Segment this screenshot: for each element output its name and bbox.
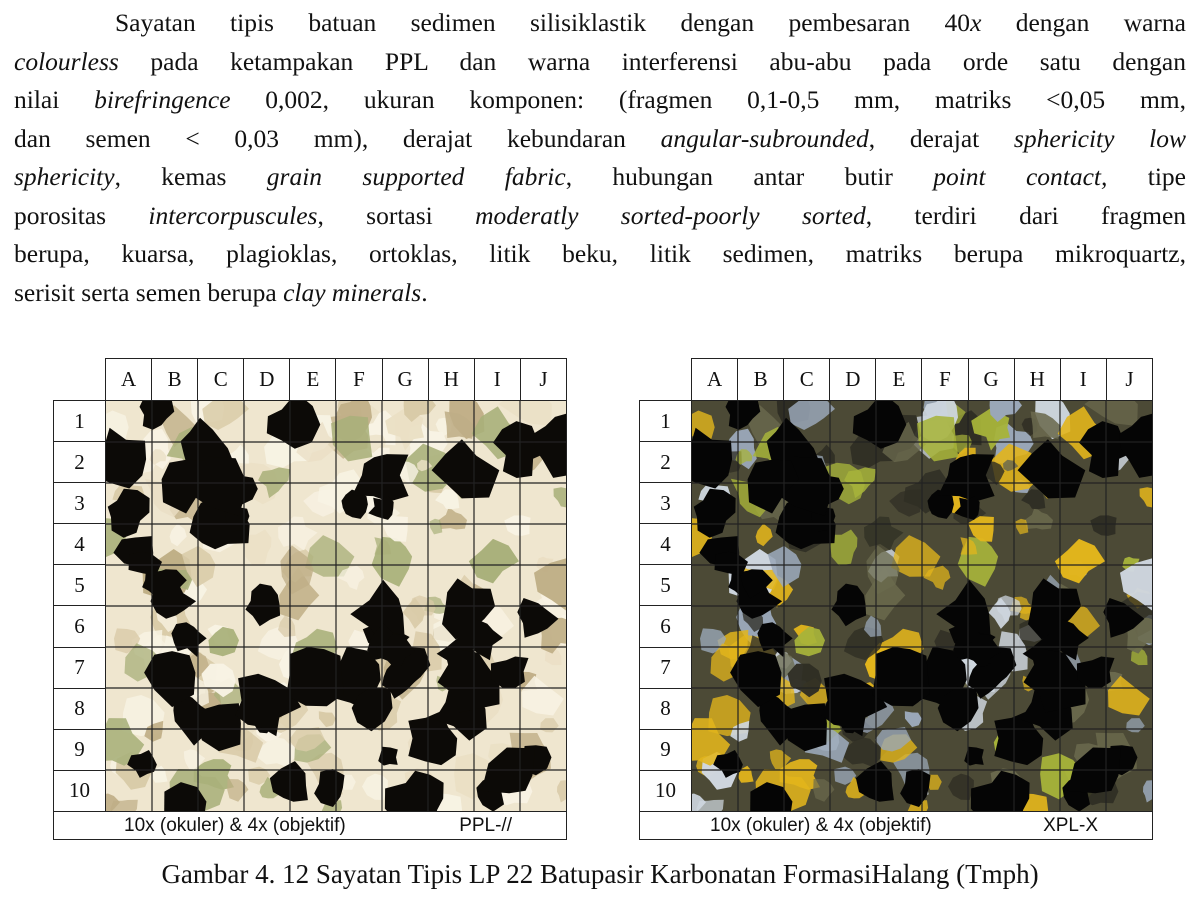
paragraph-line-2: colourless pada ketampakan PPL dan warna interferensi abu-abu pada orde satu dengan bbox=[14, 46, 1186, 76]
row-label: 7 bbox=[54, 647, 106, 688]
row-label: 4 bbox=[640, 524, 692, 565]
polarization-mode-label: XPL-X bbox=[1043, 814, 1098, 836]
figure-caption: Gambar 4. 12 Sayatan Tipis LP 22 Batupasir Karbonatan FormasiHalang (Tmph) bbox=[161, 859, 1039, 889]
column-label: A bbox=[106, 359, 152, 401]
column-label: B bbox=[738, 359, 784, 401]
polarization-mode-label: PPL-// bbox=[459, 814, 512, 836]
body-paragraph bbox=[14, 4, 1186, 312]
ppl-figure-label bbox=[54, 812, 567, 840]
row-label: 5 bbox=[640, 565, 692, 606]
row-label: 9 bbox=[640, 729, 692, 770]
ppl-figure bbox=[53, 358, 567, 840]
row-label: 1 bbox=[640, 401, 692, 442]
column-label: D bbox=[830, 359, 876, 401]
row-label: 2 bbox=[640, 442, 692, 483]
paragraph-line-7: berupa, kuarsa, plagioklas, ortoklas, litik beku, litik sedimen, matriks berupa mikroquartz, bbox=[14, 239, 1186, 268]
xpl-figure-label bbox=[640, 812, 1153, 840]
column-label: E bbox=[876, 359, 922, 401]
row-label: 8 bbox=[54, 688, 106, 729]
column-label: H bbox=[1014, 359, 1060, 401]
ppl-grid-table bbox=[53, 358, 567, 840]
row-label: 2 bbox=[54, 442, 106, 483]
row-label: 1 bbox=[54, 401, 106, 442]
row-label: 7 bbox=[640, 647, 692, 688]
row-label: 4 bbox=[54, 524, 106, 565]
row-label: 6 bbox=[54, 606, 106, 647]
row-label: 10 bbox=[640, 770, 692, 811]
grid-overlay bbox=[106, 401, 566, 811]
column-label: C bbox=[198, 359, 244, 401]
paragraph-line-4: dan semen < 0,03 mm), derajat kebundaran angular-subrounded, derajat sphericity low bbox=[14, 123, 1186, 153]
column-label: G bbox=[382, 359, 428, 401]
row-label: 3 bbox=[54, 483, 106, 524]
paragraph-line-8: serisit serta semen berupa clay minerals. bbox=[14, 277, 428, 307]
grid-corner bbox=[640, 359, 692, 401]
xpl-grid-table bbox=[639, 358, 1153, 840]
row-label: 5 bbox=[54, 565, 106, 606]
magnification-label: 10x (okuler) & 4x (objektif) bbox=[124, 814, 346, 836]
paragraph-line-5: sphericity, kemas grain supported fabric, hubungan antar butir point contact, tipe bbox=[14, 162, 1186, 191]
row-label: 3 bbox=[640, 483, 692, 524]
ppl-image-area bbox=[106, 401, 567, 812]
paragraph-line-6: porositas intercorpuscules, sortasi moderatly sorted-poorly sorted, terdiri dari fragmen bbox=[14, 200, 1186, 230]
column-label: I bbox=[1060, 359, 1106, 401]
column-label: C bbox=[784, 359, 830, 401]
row-label: 8 bbox=[640, 688, 692, 729]
column-label: F bbox=[336, 359, 382, 401]
column-label: I bbox=[474, 359, 520, 401]
column-label: F bbox=[922, 359, 968, 401]
grid-corner bbox=[54, 359, 106, 401]
xpl-image-area bbox=[692, 401, 1153, 812]
column-label: J bbox=[1106, 359, 1152, 401]
column-label: D bbox=[244, 359, 290, 401]
column-label: H bbox=[428, 359, 474, 401]
column-label: J bbox=[520, 359, 566, 401]
column-label: G bbox=[968, 359, 1014, 401]
row-label: 6 bbox=[640, 606, 692, 647]
grid-overlay bbox=[692, 401, 1152, 811]
xpl-figure bbox=[639, 358, 1153, 840]
row-label: 10 bbox=[54, 770, 106, 811]
paragraph-line-1: Sayatan tipis batuan sedimen silisiklastik dengan pembesaran 40x dengan warna bbox=[115, 8, 1186, 37]
column-label: E bbox=[290, 359, 336, 401]
paragraph-line-3: nilai birefringence 0,002, ukuran komponen: (fragmen 0,1-0,5 mm, matriks <0,05 mm, bbox=[14, 85, 1186, 114]
row-label: 9 bbox=[54, 729, 106, 770]
magnification-label: 10x (okuler) & 4x (objektif) bbox=[710, 814, 932, 836]
column-label: A bbox=[692, 359, 738, 401]
column-label: B bbox=[152, 359, 198, 401]
